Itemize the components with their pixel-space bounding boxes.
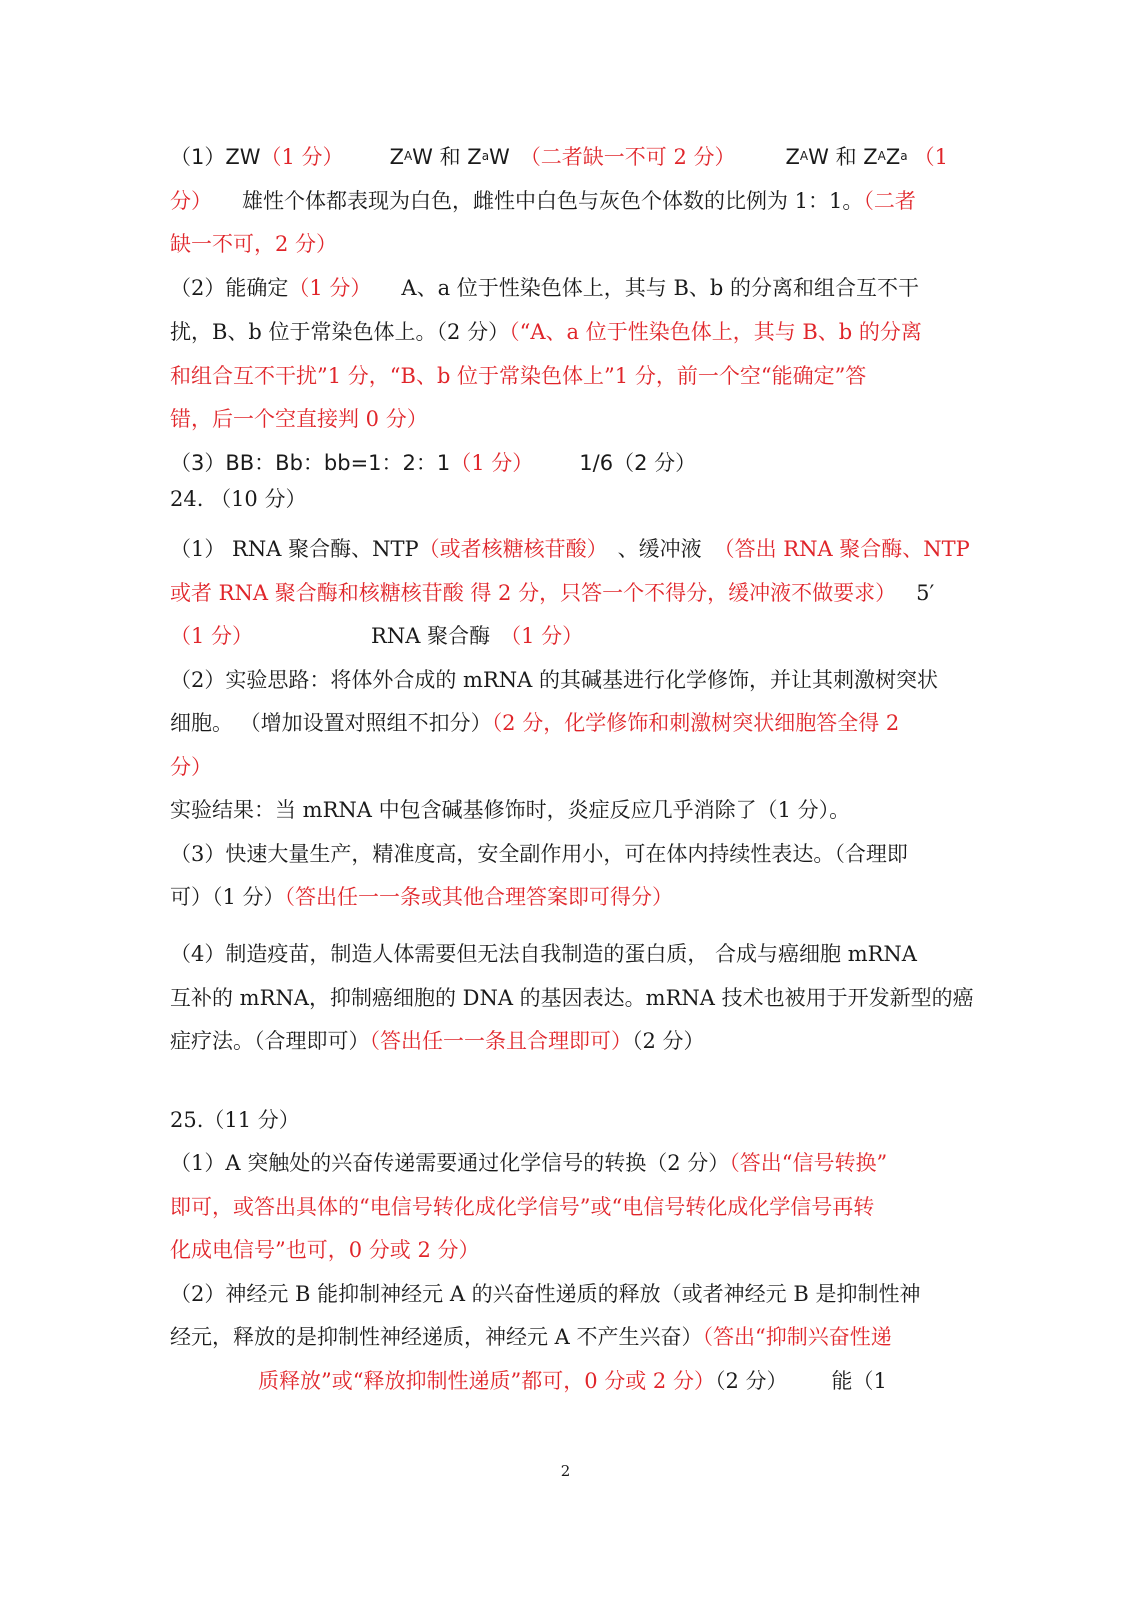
allele-superscript: a bbox=[900, 149, 908, 163]
q24-line-9 bbox=[170, 882, 970, 912]
answer-text: （2 分） bbox=[632, 1029, 705, 1053]
q24-line-3 bbox=[170, 621, 970, 651]
score-note: （或者核糖核苷酸） bbox=[418, 537, 608, 561]
answer-text: 细胞。 （增加设置对照组不扣分） bbox=[170, 711, 492, 735]
score-note: （二者缺一不可 2 分） bbox=[519, 145, 736, 169]
answer-text: 症疗法。（合理即可） bbox=[170, 1029, 370, 1053]
q24-line-4: （2）实验思路：将体外合成的 mRNA 的其碱基进行化学修饰，并让其刺激树突状 bbox=[170, 668, 938, 692]
q25-line-4: （2）神经元 B 能抑制神经元 A 的兴奋性递质的释放（或者神经元 B 是抑制性神 bbox=[170, 1282, 921, 1306]
genotype-text: W bbox=[489, 145, 510, 169]
score-note: （1 分） bbox=[260, 145, 344, 169]
answer-text: 雄性个体都表现为白色，雌性中白色与灰色个体数的比例为 1：1。 bbox=[242, 189, 864, 213]
q23-line-5 bbox=[170, 317, 970, 347]
q24-line-6: 分） bbox=[170, 755, 212, 779]
q23-line-8 bbox=[170, 448, 970, 478]
q25-line-5 bbox=[170, 1322, 970, 1352]
q23-line-2 bbox=[170, 186, 970, 216]
score-note: （答出“信号转换” bbox=[729, 1151, 888, 1175]
score-note: （1 分） bbox=[288, 276, 372, 300]
q23-line-1 bbox=[170, 142, 970, 175]
genotype-ZAW-ZAZa bbox=[786, 145, 908, 169]
q24-line-10: （4）制造疫苗，制造人体需要但无法自我制造的蛋白质， 合成与癌细胞 mRNA bbox=[170, 942, 917, 966]
q24-line-7: 实验结果：当 mRNA 中包含碱基修饰时，炎症反应几乎消除了（1 分）。 bbox=[170, 798, 851, 822]
answer-text: RNA 聚合酶 bbox=[371, 624, 491, 648]
q24-heading: 24. （10 分） bbox=[170, 487, 307, 511]
score-note: （答出任一一条或其他合理答案即可得分） bbox=[284, 885, 674, 909]
allele-superscript: a bbox=[481, 149, 490, 163]
genotype-text: Z bbox=[389, 145, 404, 169]
genotype-text: W 和 Z bbox=[412, 145, 482, 169]
answer-text: （3）BB：Bb：bb=1：2：1 bbox=[170, 451, 451, 475]
score-note: （答出“抑制兴奋性递 bbox=[702, 1325, 892, 1349]
answer-text: 经元，释放的是抑制性神经递质，神经元 A 不产生兴奋） bbox=[170, 1325, 703, 1349]
score-note: （1 分） bbox=[170, 624, 254, 648]
answer-text: 5′ bbox=[916, 581, 935, 605]
score-note: 分） bbox=[170, 189, 212, 213]
allele-superscript: A bbox=[877, 149, 886, 163]
q23-line-4 bbox=[170, 273, 970, 303]
q23-line-6: 和组合互不干扰”1 分，“B、b 位于常染色体上”1 分，前一个空“能确定”答 bbox=[170, 364, 867, 388]
page-number: 2 bbox=[560, 1462, 571, 1480]
q24-line-5 bbox=[170, 708, 970, 738]
q24-line-1 bbox=[170, 534, 970, 564]
score-note: （答出任一一条且合理即可） bbox=[369, 1029, 632, 1053]
score-note: （“A、a 位于性染色体上，其与 B、b 的分离 bbox=[509, 320, 922, 344]
q24-line-11: 互补的 mRNA，抑制癌细胞的 DNA 的基因表达。mRNA 技术也被用于开发新型的癌 bbox=[170, 986, 974, 1010]
answer-text: 、缓冲液 bbox=[617, 537, 702, 561]
score-note: 质释放”或“释放抑制性递质”都可，0 分或 2 分） bbox=[258, 1369, 715, 1393]
score-note: （1 分） bbox=[500, 624, 584, 648]
answer-text: （1）A 突触处的兴奋传递需要通过化学信号的转换（2 分） bbox=[170, 1151, 730, 1175]
genotype-ZAW-ZaW bbox=[390, 145, 510, 169]
q24-line-12 bbox=[170, 1026, 970, 1056]
answer-text: 1/6（2 分） bbox=[579, 451, 697, 475]
q24-line-8: （3）快速大量生产，精准度高，安全副作用小，可在体内持续性表达。（合理即 bbox=[170, 842, 908, 866]
genotype-text: Z bbox=[785, 145, 800, 169]
answer-text: （2 分） bbox=[714, 1369, 788, 1393]
q25-heading: 25.（11 分） bbox=[170, 1108, 300, 1132]
answer-text: A、a 位于性染色体上，其与 B、b 的分离和组合互不干 bbox=[401, 276, 920, 300]
answer-text: 能（1 bbox=[831, 1369, 887, 1393]
genotype-text: W 和 Z bbox=[808, 145, 878, 169]
q25-line-6 bbox=[258, 1366, 970, 1396]
allele-superscript: A bbox=[403, 149, 413, 163]
answer-text: （2）能确定 bbox=[170, 276, 289, 300]
q23-part1-answer: （1）ZW bbox=[170, 145, 261, 169]
genotype-text: Z bbox=[885, 145, 901, 169]
q23-line-3: 缺一不可，2 分） bbox=[170, 232, 338, 256]
answer-text: （1） RNA 聚合酶、NTP bbox=[170, 537, 419, 561]
allele-superscript: A bbox=[799, 149, 809, 163]
score-note: （答出 RNA 聚合酶、NTP bbox=[713, 537, 970, 561]
q25-line-2: 即可，或答出具体的“电信号转化成化学信号”或“电信号转化成化学信号再转 bbox=[170, 1195, 875, 1219]
q25-line-1 bbox=[170, 1148, 970, 1178]
score-note: （2 分，化学修饰和刺激树突状细胞答全得 2 bbox=[491, 711, 900, 735]
score-note: （1 分） bbox=[450, 451, 534, 475]
q25-line-3: 化成电信号”也可，0 分或 2 分） bbox=[170, 1238, 480, 1262]
answer-text: 可）（1 分） bbox=[170, 885, 285, 909]
q23-line-7: 错，后一个空直接判 0 分） bbox=[170, 407, 428, 431]
score-note: （二者 bbox=[863, 189, 916, 213]
q24-line-2 bbox=[170, 578, 970, 608]
score-note: 或者 RNA 聚合酶和核糖核苷酸 得 2 分，只答一个不得分，缓冲液不做要求） bbox=[170, 581, 897, 605]
score-note: （1 bbox=[913, 145, 948, 169]
answer-text: 扰，B、b 位于常染色体上。（2 分） bbox=[170, 320, 510, 344]
